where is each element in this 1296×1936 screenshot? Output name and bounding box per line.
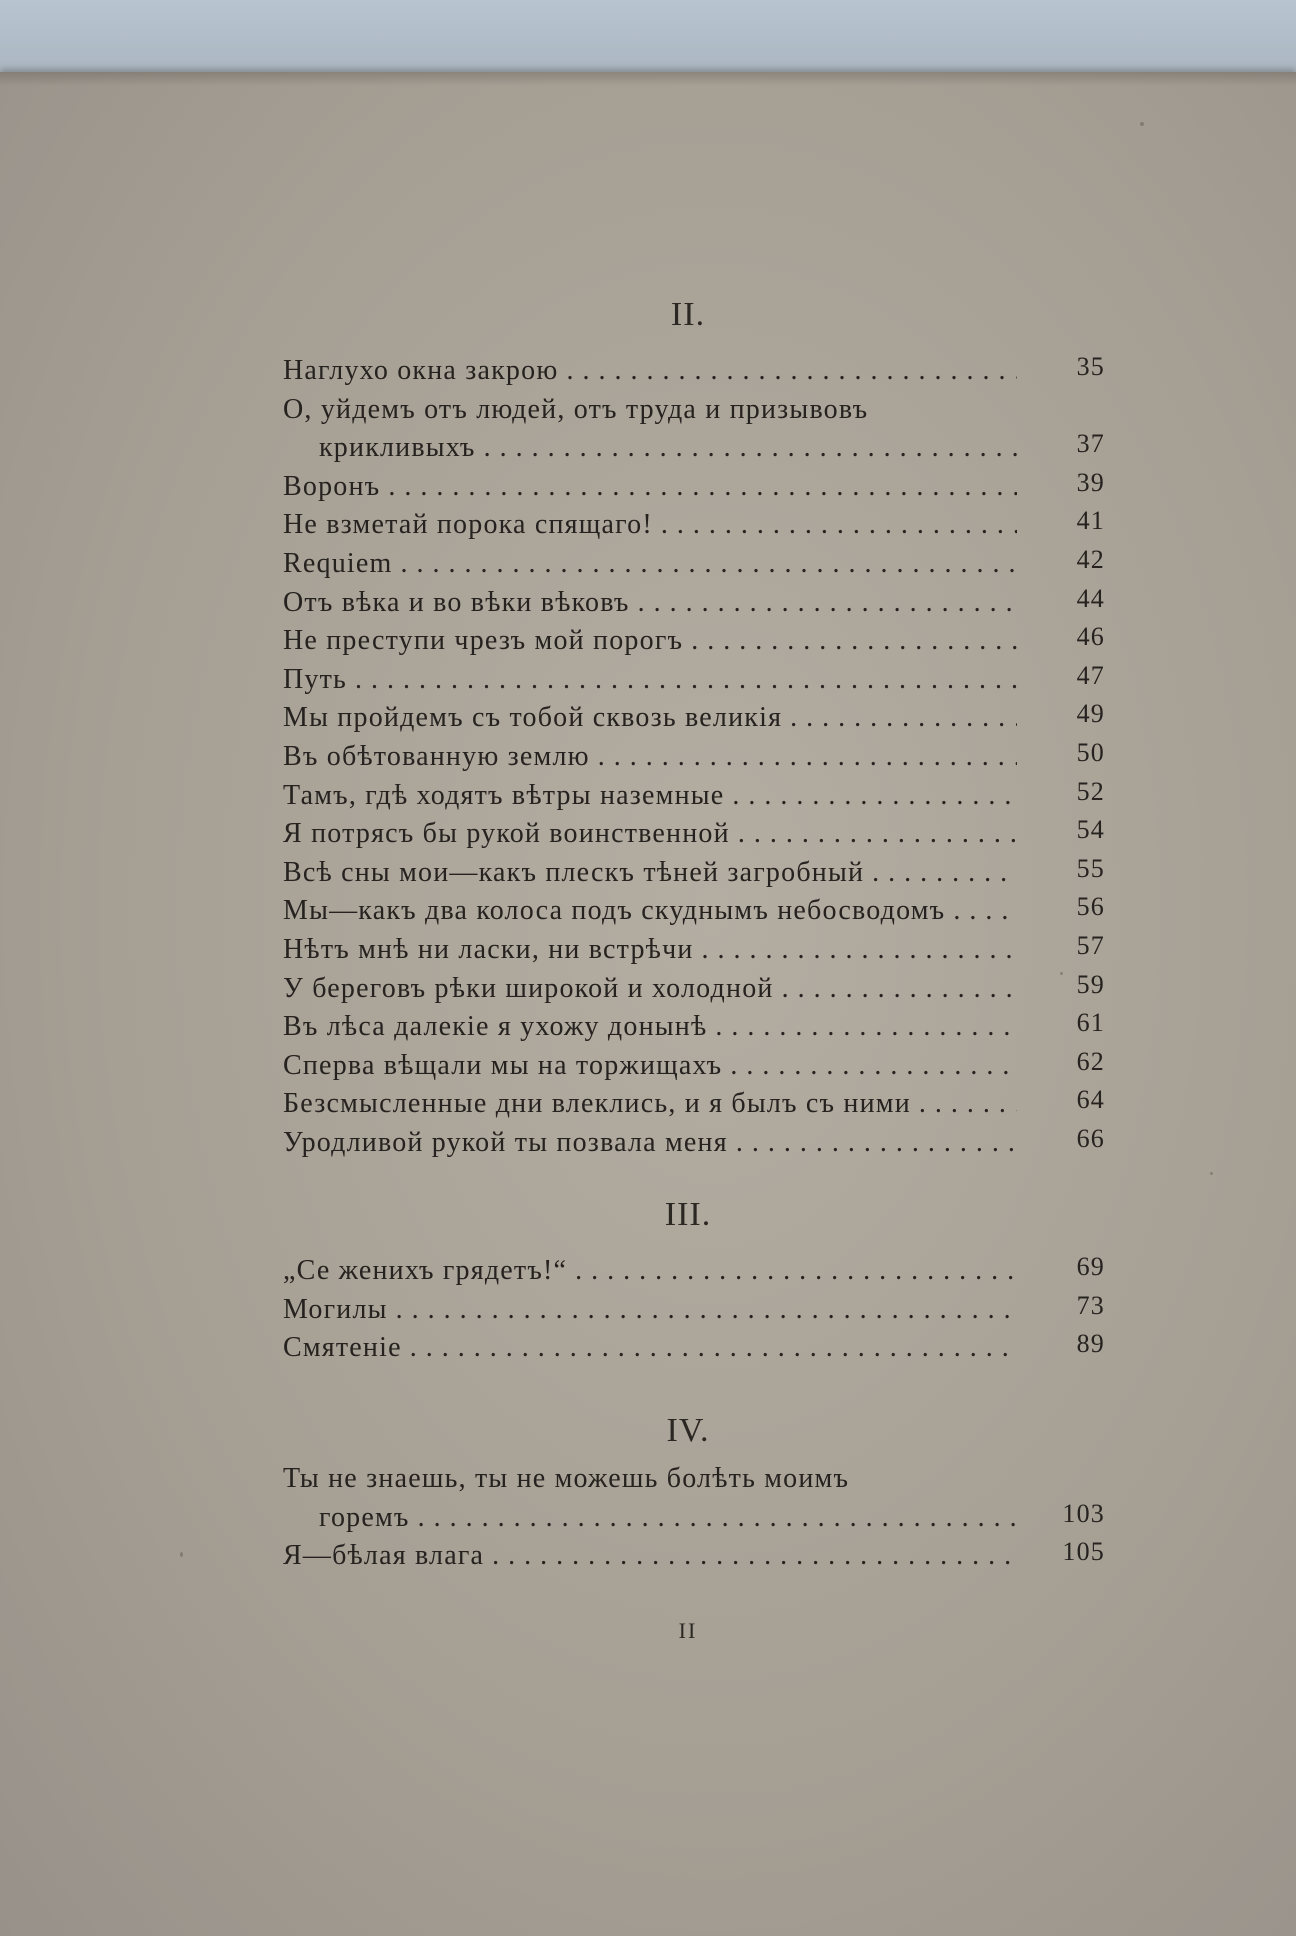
toc-entry[interactable] [283, 854, 1105, 893]
toc-entry-title [283, 661, 1105, 700]
toc-entry[interactable] [283, 970, 1105, 1009]
dot-leader [774, 973, 1017, 1004]
toc-entry-title-line: Тамъ, гдѣ ходятъ вѣтры наземные [283, 779, 725, 811]
toc-entry-title [283, 931, 1105, 970]
toc-entry-title [283, 391, 1105, 468]
toc-entry-title-line: Смятеніе [283, 1332, 402, 1364]
toc-page-number: 105 [1062, 1537, 1105, 1567]
paper-speck [180, 1552, 183, 1557]
dot-leader [347, 664, 1017, 695]
toc-entry-title [283, 1047, 1105, 1086]
toc-entry-title [283, 970, 1105, 1009]
toc-entry-title [283, 1085, 1105, 1124]
toc-entry-title [283, 506, 1105, 545]
toc-entry[interactable] [283, 584, 1105, 623]
toc-entry-title [283, 468, 1105, 507]
toc-page-number: 61 [1076, 1008, 1105, 1038]
toc-entry-title-line: Ты не знаешь, ты не можешь болѣть моимъ [283, 1463, 850, 1494]
toc-entry[interactable] [283, 545, 1105, 584]
toc-entry-title-line: Сперва вѣщали мы на торжищахъ [283, 1049, 723, 1081]
toc-entry-title-line: Мы—какъ два колоса подъ скуднымъ небосводомъ [283, 895, 946, 927]
toc-entry[interactable] [283, 1252, 1105, 1291]
toc-entry[interactable] [283, 622, 1105, 661]
paper-speck [1140, 122, 1144, 126]
toc-entry-title-line: Въ лѣса далекіе я ухожу донынѣ [283, 1011, 708, 1043]
toc-page-number: 42 [1076, 544, 1105, 574]
toc-entry-title [283, 699, 1105, 738]
toc-entry-title-line: Отъ вѣка и во вѣки вѣковъ [283, 586, 630, 618]
toc-page-number: 35 [1076, 352, 1105, 381]
toc-entry-title-line: Всѣ сны мои—какъ плескъ тѣней загробный [283, 856, 865, 888]
toc-entry-title [283, 738, 1105, 777]
toc-entry[interactable] [283, 352, 1105, 391]
toc-entry-title [283, 1329, 1105, 1368]
toc-entry[interactable] [283, 1329, 1105, 1368]
toc-page-number: 41 [1076, 506, 1105, 536]
toc-entry[interactable] [283, 506, 1105, 545]
toc-entry-title [283, 1460, 1105, 1537]
toc-page-number: 59 [1076, 969, 1105, 999]
toc-page-number: 39 [1076, 467, 1105, 497]
toc-entry-title-line: Въ обѣтованную землю [283, 740, 590, 772]
toc-entry[interactable] [283, 699, 1105, 738]
toc-entry-title-line: Путь [283, 663, 348, 695]
dot-leader [683, 625, 1017, 656]
dot-leader [945, 895, 1017, 926]
toc-entry-title [283, 1537, 1105, 1576]
toc-entry[interactable] [283, 468, 1105, 507]
toc-entry-title [283, 545, 1105, 584]
toc-page-number: 47 [1076, 660, 1105, 690]
toc-entry-title-line: крикливыхъ [319, 432, 476, 464]
toc-list [283, 1460, 1105, 1576]
toc-page-number: 103 [1062, 1498, 1105, 1528]
toc-entry[interactable] [283, 1047, 1105, 1086]
toc-page-number: 54 [1076, 815, 1105, 845]
toc-entry-title-line: Уродливой рукой ты позвала меня [283, 1126, 728, 1158]
dot-leader [567, 1255, 1017, 1286]
toc-entry-title-line: Я потрясъ бы рукой воинственной [283, 818, 730, 850]
toc-entry[interactable] [283, 1124, 1105, 1163]
toc-entry-title [283, 1291, 1105, 1330]
toc-list [283, 1252, 1105, 1368]
toc-entry-title [283, 352, 1105, 391]
toc-entry-title [283, 1008, 1105, 1047]
dot-leader [476, 432, 1017, 463]
toc-entry-title [283, 584, 1105, 623]
toc-page-number: 89 [1076, 1329, 1105, 1359]
toc-entry-title-line: Безсмысленные дни влеклись, и я былъ съ ними [283, 1088, 911, 1120]
toc-entry[interactable] [283, 1537, 1105, 1576]
dot-leader [590, 741, 1017, 772]
toc-entry-title-line: Наглухо окна закрою [283, 355, 559, 386]
toc-entry-title-line: „Се женихъ грядетъ!“ [283, 1255, 568, 1286]
toc-entry-title-line: Я—бѣлая влага [283, 1540, 485, 1572]
dot-leader [722, 1050, 1017, 1081]
toc-page-number: 69 [1076, 1252, 1105, 1281]
toc-page-number: 50 [1076, 737, 1105, 767]
toc-entry-title-line: Воронъ [283, 470, 381, 502]
dot-leader [730, 818, 1017, 849]
toc-entry[interactable] [283, 391, 1105, 468]
toc-entry-title [283, 777, 1105, 816]
toc-entry[interactable] [283, 777, 1105, 816]
dot-leader [911, 1088, 1017, 1119]
dot-leader [724, 780, 1017, 811]
toc-entry-title-line: Requiem [283, 547, 393, 579]
toc-entry-title [283, 1252, 1105, 1291]
toc-entry-title [283, 854, 1105, 893]
toc-page-number: 66 [1076, 1123, 1105, 1153]
toc-entry-title-line: горемъ [319, 1501, 410, 1533]
toc-entry[interactable] [283, 1085, 1105, 1124]
toc-entry-title [283, 892, 1105, 931]
dot-leader [653, 509, 1017, 540]
toc-entry[interactable] [283, 1008, 1105, 1047]
toc-entry[interactable] [283, 1460, 1105, 1537]
dot-leader [410, 1502, 1017, 1533]
dot-leader [707, 1011, 1017, 1042]
dot-leader [402, 1332, 1017, 1363]
dot-leader [558, 355, 1017, 386]
toc-entry-title [283, 815, 1105, 854]
toc-entry[interactable] [283, 931, 1105, 970]
toc-entry[interactable] [283, 661, 1105, 700]
toc-page-number: 64 [1076, 1085, 1105, 1115]
toc-entry[interactable] [283, 815, 1105, 854]
toc-page-number: 56 [1076, 892, 1105, 922]
dot-leader [484, 1540, 1017, 1571]
dot-leader [393, 548, 1018, 579]
toc-entry-title-line: Мы пройдемъ съ тобой сквозь великія [283, 702, 783, 734]
dot-leader [728, 1127, 1017, 1158]
toc-page-number: 37 [1076, 429, 1105, 459]
section-heading: III. [664, 1196, 712, 1233]
toc-page-number: 46 [1076, 622, 1105, 652]
toc-list [283, 352, 1105, 1162]
toc-page-number: 55 [1076, 853, 1105, 883]
toc-entry-title-line: Могилы [283, 1293, 388, 1325]
dot-leader [694, 934, 1017, 965]
dot-leader [782, 702, 1017, 733]
toc-page-number: 73 [1076, 1290, 1105, 1320]
toc-page-number: 49 [1076, 699, 1105, 729]
toc-entry-title [283, 1124, 1105, 1163]
section-heading: IV. [666, 1412, 710, 1449]
toc-entry[interactable] [283, 1291, 1105, 1330]
toc-entry-title-line: Нѣтъ мнѣ ни ласки, ни встрѣчи [283, 933, 694, 965]
section-heading: II. [670, 296, 706, 333]
dot-leader [388, 1294, 1017, 1325]
toc-entry-title-line: Не взметай порока спящаго! [283, 509, 653, 541]
toc-page-number: 52 [1076, 776, 1105, 806]
toc-entry-title-line: О, уйдемъ отъ людей, отъ труда и призывовъ [283, 393, 869, 425]
toc-entry-title-line: Не преступи чрезъ мой порогъ [283, 625, 684, 657]
page-folio: II [678, 1618, 698, 1643]
paper-speck [1210, 1172, 1213, 1175]
toc-entry[interactable] [283, 738, 1105, 777]
toc-page-number: 57 [1076, 930, 1105, 960]
toc-entry-title [283, 622, 1105, 661]
toc-page-number: 62 [1076, 1046, 1105, 1076]
toc-entry-title-line: У береговъ рѣки широкой и холодной [283, 972, 774, 1004]
dot-leader [630, 587, 1017, 618]
toc-entry[interactable] [283, 892, 1105, 931]
dot-leader [864, 857, 1017, 888]
toc-page-number: 44 [1076, 583, 1105, 613]
dot-leader [380, 471, 1017, 502]
